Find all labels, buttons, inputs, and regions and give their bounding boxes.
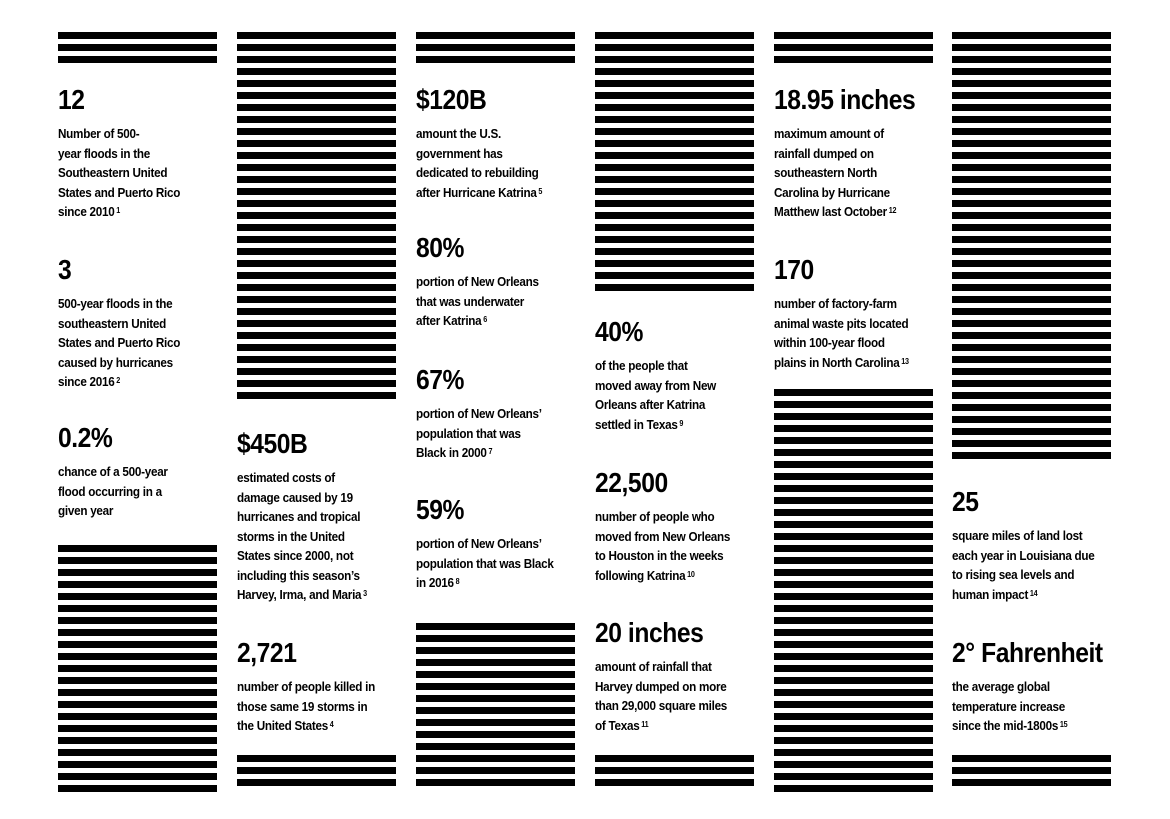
stripe-block [237,32,396,399]
desc-line: that was underwater [416,293,524,309]
desc-line: those same 19 storms in [237,698,368,714]
stripe-block [237,755,396,786]
desc-line: Matthew last October $^{12}$ [774,204,897,219]
stat-block [416,232,581,331]
desc-line: portion of New Orleans’ [416,536,542,551]
stat-description [237,468,386,605]
footnote-marker: 2 [116,376,121,385]
desc-line: since the mid-1800s $^{15}$ [952,718,1068,733]
stripe-block [952,755,1111,786]
stat-description [416,534,565,593]
stat-block [237,428,402,605]
stat-description [774,124,923,222]
desc-line: southeastern North [774,165,878,180]
desc-line: given year [58,503,114,518]
desc-line: following Katrina $^{10}$ [595,567,695,583]
desc-line: Southeastern United [58,165,168,180]
desc-line: number of factory-farm [774,296,897,311]
stat-value: 80% [416,232,465,263]
stat-value: 170 [774,254,814,285]
stat-value: 20 inches [595,617,704,648]
stat-description [416,272,565,331]
desc-line: including this season’s [237,567,360,583]
stat-block [595,467,760,585]
stat-value: 22,500 [595,467,668,498]
desc-line: the United States $^4$ [237,718,334,733]
desc-line: moved away from New [595,377,717,393]
stat-description [774,294,923,372]
footnote-marker: 13 [901,356,909,366]
desc-line: after Katrina $^6$ [416,313,487,328]
desc-line: Carolina by Hurricane [774,184,890,200]
footnote-marker: 5 [538,186,543,196]
desc-line: number of people killed in [237,679,375,694]
desc-line: 500-year floods in the [58,296,173,311]
desc-line: moved from New Orleans [595,528,731,544]
footnote-marker: 15 [1059,720,1068,729]
footnote-marker: 3 [363,589,367,598]
desc-line: Harvey, Irma, and Maria $^3$ [237,587,367,602]
desc-line: since 2010 $^1$ [58,204,121,219]
desc-line: flood occurring in a [58,483,162,499]
footnote-marker: 4 [329,720,334,729]
desc-line: estimated costs of [237,470,335,485]
desc-line: settled in Texas $^9$ [595,416,684,432]
desc-line: Black in 2000 $^7$ [416,445,493,460]
stripe-block [774,32,933,63]
desc-line: square miles of land lost [952,528,1083,543]
stat-description [58,294,207,392]
stripe-block [416,32,575,63]
desc-line: population that was Black [416,555,554,571]
stat-block [952,637,1117,736]
desc-line: Orleans after Katrina [595,397,706,412]
footnote-marker: 9 [679,418,684,428]
desc-line: within 100-year flood [774,335,885,350]
desc-line: number of people who [595,509,715,524]
stat-value: 3 [58,254,72,285]
desc-line: Number of 500- [58,126,140,141]
stat-block [58,254,223,392]
stat-description [952,677,1101,736]
stat-description [952,526,1101,604]
stat-block [237,637,402,736]
footnote-marker: 11 [641,719,649,729]
desc-line: hurricanes and tropical [237,509,361,524]
desc-line: portion of New Orleans’ [416,406,542,421]
stat-value: 18.95 inches [774,84,916,115]
stat-description [595,356,744,434]
desc-line: States and Puerto Rico [58,335,181,350]
footnote-marker: 7 [488,447,493,456]
desc-line: amount of rainfall that [595,659,712,674]
stat-description [416,124,565,202]
stat-block [416,494,581,593]
stat-value: $450B [237,428,308,459]
stat-description [58,124,207,222]
stat-block [58,422,223,521]
desc-line: government has [416,145,503,161]
desc-line: than 29,000 square miles [595,698,728,713]
stat-block [774,254,939,372]
footnote-marker: 8 [455,577,460,586]
stat-block [952,486,1117,604]
desc-line: damage caused by 19 [237,489,353,505]
stat-description [595,507,744,585]
stat-block [774,84,939,222]
desc-line: of Texas $^{11}$ [595,717,649,733]
stat-description [58,462,207,521]
stripe-block [416,623,575,786]
desc-line: storms in the United [237,528,345,544]
desc-line: caused by hurricanes [58,354,173,370]
stripe-block [58,545,217,792]
desc-line: each year in Louisiana due [952,547,1095,563]
desc-line: States and Puerto Rico [58,184,181,200]
desc-line: to rising sea levels and [952,567,1075,582]
desc-line: population that was [416,425,521,441]
desc-line: portion of New Orleans [416,274,539,289]
desc-line: to Houston in the weeks [595,548,724,563]
desc-line: temperature increase [952,698,1065,714]
stat-description [416,404,565,463]
desc-line: of the people that [595,358,688,373]
stripe-block [774,389,933,792]
footnote-marker: 10 [687,569,695,579]
stat-block [58,84,223,222]
stat-block [595,617,760,735]
stripe-block [595,32,754,291]
stat-value: 25 [952,486,979,517]
desc-line: dedicated to rebuilding [416,165,539,180]
stat-block [416,84,581,202]
desc-line: in 2016 $^8$ [416,575,460,590]
stat-value: 0.2% [58,422,113,453]
stat-value: $120B [416,84,487,115]
footnote-marker: 6 [483,315,487,324]
desc-line: amount the U.S. [416,126,502,141]
stat-block [595,316,760,434]
stat-value: 2° Fahrenheit [952,637,1103,668]
desc-line: Harvey dumped on more [595,678,727,694]
stat-description [237,677,386,736]
footnote-marker: 12 [888,206,897,215]
stat-value: 40% [595,316,644,347]
footnote-marker: 1 [116,206,121,215]
desc-line: maximum amount of [774,126,884,141]
stripe-block [58,32,217,63]
stat-value: 2,721 [237,637,297,668]
stat-value: 12 [58,84,85,115]
stat-value: 67% [416,364,465,395]
desc-line: after Hurricane Katrina $^5$ [416,184,543,200]
stripe-block [595,755,754,786]
desc-line: chance of a 500-year [58,464,168,479]
desc-line: southeastern United [58,315,166,331]
footnote-marker: 14 [1029,588,1038,598]
desc-line: animal waste pits located [774,315,909,331]
desc-line: States since 2000, not [237,548,354,563]
desc-line: the average global [952,679,1050,694]
stat-value: 59% [416,494,465,525]
desc-line: since 2016 $^2$ [58,374,121,389]
desc-line: plains in North Carolina $^{13}$ [774,354,909,370]
stat-description [595,657,744,735]
desc-line: human impact $^{14}$ [952,586,1038,602]
stripe-block [952,32,1111,459]
stat-block [416,364,581,463]
desc-line: year floods in the [58,145,151,161]
desc-line: rainfall dumped on [774,145,874,161]
